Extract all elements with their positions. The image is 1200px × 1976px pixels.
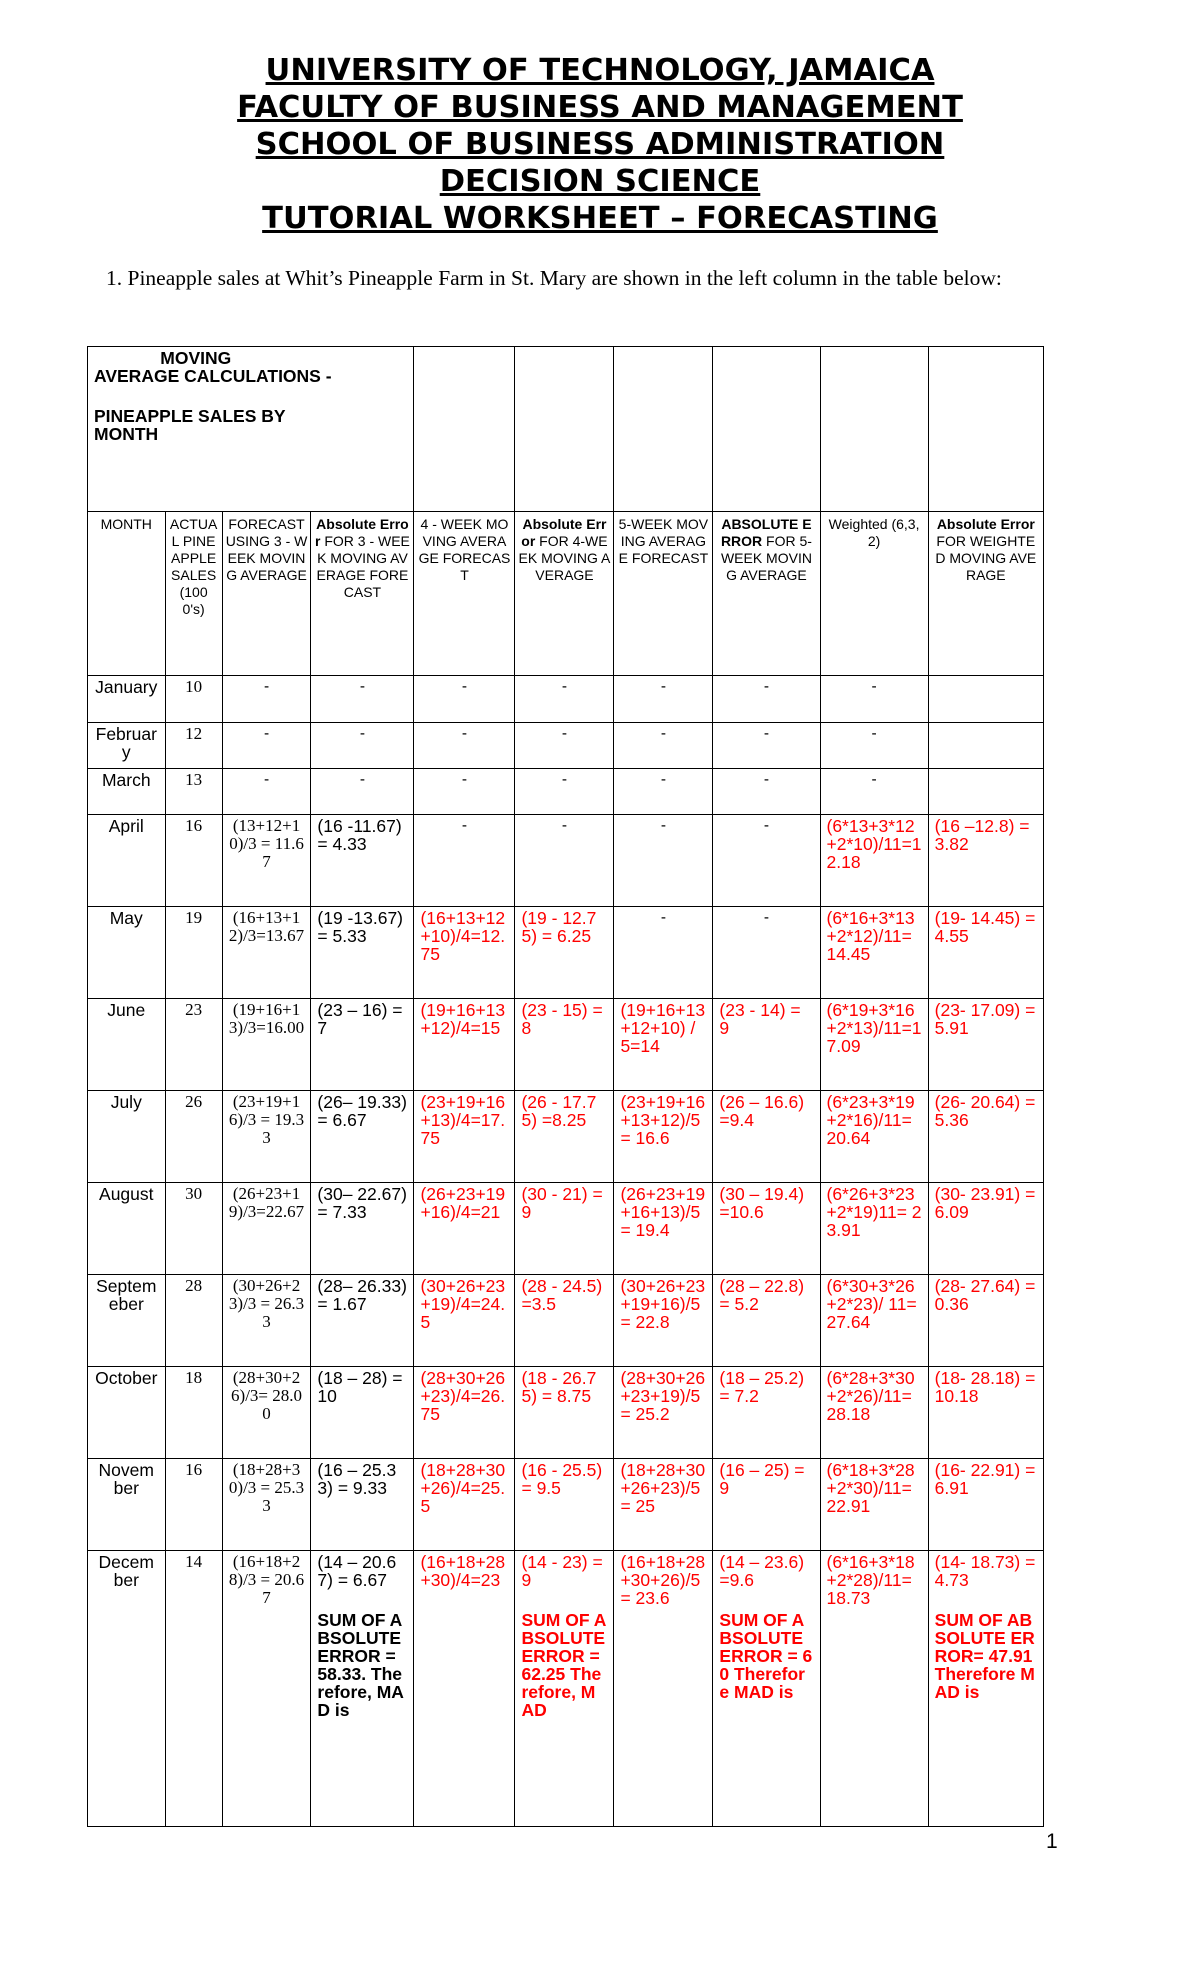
table-row: July 26 (23+19+16)/3 = 19.33 (26– 19.33) = 6.67 (23+19+16+13)/4=17.75 (26 - 17.75) =8.25 (23+19+16+13+12)/5 = 16.6 (26 – 16.6) =9.4 (6*23+3*19+2*16)/11= 20.64 (26- 20.64) = 5.36 <box>88 1091 1044 1183</box>
table-row: November 16 (18+28+30)/3 = 25.33 (16 – 25.33) = 9.33 (18+28+30+26)/4=25.5 (16 - 25.5) = 9.5 (18+28+30+26+23)/5 = 25 (16 – 25) = 9 (6*18+3*28+2*30)/11= 22.91 (16- 22.91) =6.91 <box>88 1459 1044 1551</box>
document-header <box>0 52 1200 237</box>
column-header-row <box>88 512 1044 676</box>
table-row-december: December 14 (16+18+28)/3 = 20.67 (14 – 20.67) = 6.67 SUM OF ABSOLUTE ERROR = 58.33. Therefore, MAD is (16+18+28+30)/4=23 (14 - 23) = 9 SUM OF ABSOLUTE ERROR = 62.25 Therefore, MAD (16+18+28+30+26)/5 = 23.6 (14 – 23.6) =9.6 SUM OF ABSOLUTE ERROR = 60 Therefore MAD is (6*16+3*18+2*28)/11= 18.73 (14- 18.73) =4.73 SUM OF ABSOLUTE ERROR= 47.91 Therefore MAD is <box>88 1551 1044 1827</box>
table-row: August 30 (26+23+19)/3=22.67 (30– 22.67) = 7.33 (26+23+19+16)/4=21 (30 - 21) = 9 (26+23+19+16+13)/5 = 19.4 (30 – 19.4) =10.6 (6*26+3*23+2*19)11= 23.91 (30- 23.91) =6.09 <box>88 1183 1044 1275</box>
question-intro: 1. Pineapple sales at Whit’s Pineapple Farm in St. Mary are shown in the left column in the table below: <box>106 266 1002 290</box>
col-3wk-forecast: FORECAST USING 3 - WEEK MOVING AVERAGE <box>222 512 311 676</box>
header-worksheet-title: TUTORIAL WORKSHEET – FORECASTING <box>262 201 938 236</box>
forecast-table <box>87 346 1044 1827</box>
table-row: February 12 - - - - - - - <box>88 723 1044 769</box>
table-row: May 19 (16+13+12)/3=13.67 (19 -13.67) = 5.33 (16+13+12+10)/4=12.75 (19 - 12.75) = 6.25 - - (6*16+3*13+2*12)/11= 14.45 (19- 14.45) = 4.55 <box>88 907 1044 999</box>
header-subject: DECISION SCIENCE <box>439 164 761 199</box>
table-row: October 18 (28+30+26)/3= 28.00 (18 – 28) = 10 (28+30+26+23)/4=26.75 (18 - 26.75) = 8.75 (28+30+26+23+19)/5 = 25.2 (18 – 25.2) = 7.2 (6*28+3*30+2*26)/11= 28.18 (18- 28.18) =10.18 <box>88 1367 1044 1459</box>
col-5wk-forecast: 5-WEEK MOVING AVERAGE FORECAST <box>614 512 713 676</box>
col-4wk-error: Absolute Error FOR 4-WEEK MOVING AVERAGE <box>515 512 614 676</box>
col-4wk-forecast: 4 - WEEK MOVING AVERAGE FORECAST <box>414 512 515 676</box>
table-row: March 13 - - - - - - - <box>88 769 1044 815</box>
sum-abs-error-4wk: SUM OF ABSOLUTE ERROR = 62.25 Therefore, MAD <box>521 1610 607 1720</box>
table-title-row <box>88 347 1044 512</box>
header-faculty: FACULTY OF BUSINESS AND MANAGEMENT <box>237 90 963 125</box>
table-row: Septemeber 28 (30+26+23)/3 = 26.33 (28– 26.33) = 1.67 (30+26+23+19)/4=24.5 (28 - 24.5) =3.5 (30+26+23+19+16)/5 = 22.8 (28 – 22.8) = 5.2 (6*30+3*26+2*23)/ 11=27.64 (28- 27.64) =0.36 <box>88 1275 1044 1367</box>
page-number: 1 <box>1046 1830 1058 1853</box>
header-university: UNIVERSITY OF TECHNOLOGY, JAMAICA <box>265 53 935 88</box>
col-actual-sales: ACTUAL PINEAPPLE SALES (1000's) <box>165 512 222 676</box>
table-row: April 16 (13+12+10)/3 = 11.67 (16 -11.67) = 4.33 - - - - (6*13+3*12+2*10)/11=12.18 (16 –12.8) = 3.82 <box>88 815 1044 907</box>
table-row: January 10 - - - - - - - <box>88 676 1044 723</box>
header-school: SCHOOL OF BUSINESS ADMINISTRATION <box>255 127 945 162</box>
table-row: June 23 (19+16+13)/3=16.00 (23 – 16) = 7 (19+16+13+12)/4=15 (23 - 15) = 8 (19+16+13+12+10) / 5=14 (23 - 14) = 9 (6*19+3*16+2*13)/11=17.09 (23- 17.09) = 5.91 <box>88 999 1044 1091</box>
sum-abs-error-weighted: SUM OF ABSOLUTE ERROR= 47.91 Therefore MAD is <box>934 1610 1035 1702</box>
col-3wk-error: Absolute Error FOR 3 - WEEK MOVING AVERAGE FORECAST <box>311 512 414 676</box>
table-title: MOVING AVERAGE CALCULATIONS - PINEAPPLE SALES BY MONTH <box>88 347 414 512</box>
col-weighted-error: Absolute Error FOR WEIGHTED MOVING AVERAGE <box>928 512 1043 676</box>
sum-abs-error-5wk: SUM OF ABSOLUTE ERROR = 60 Therefore MAD is <box>719 1610 813 1702</box>
col-weighted: Weighted (6,3,2) <box>820 512 928 676</box>
col-5wk-error: ABSOLUTE ERROR FOR 5-WEEK MOVING AVERAGE <box>713 512 820 676</box>
sum-abs-error-3wk: SUM OF ABSOLUTE ERROR = 58.33. Therefore, MAD is <box>317 1610 404 1720</box>
col-month: MONTH <box>88 512 166 676</box>
